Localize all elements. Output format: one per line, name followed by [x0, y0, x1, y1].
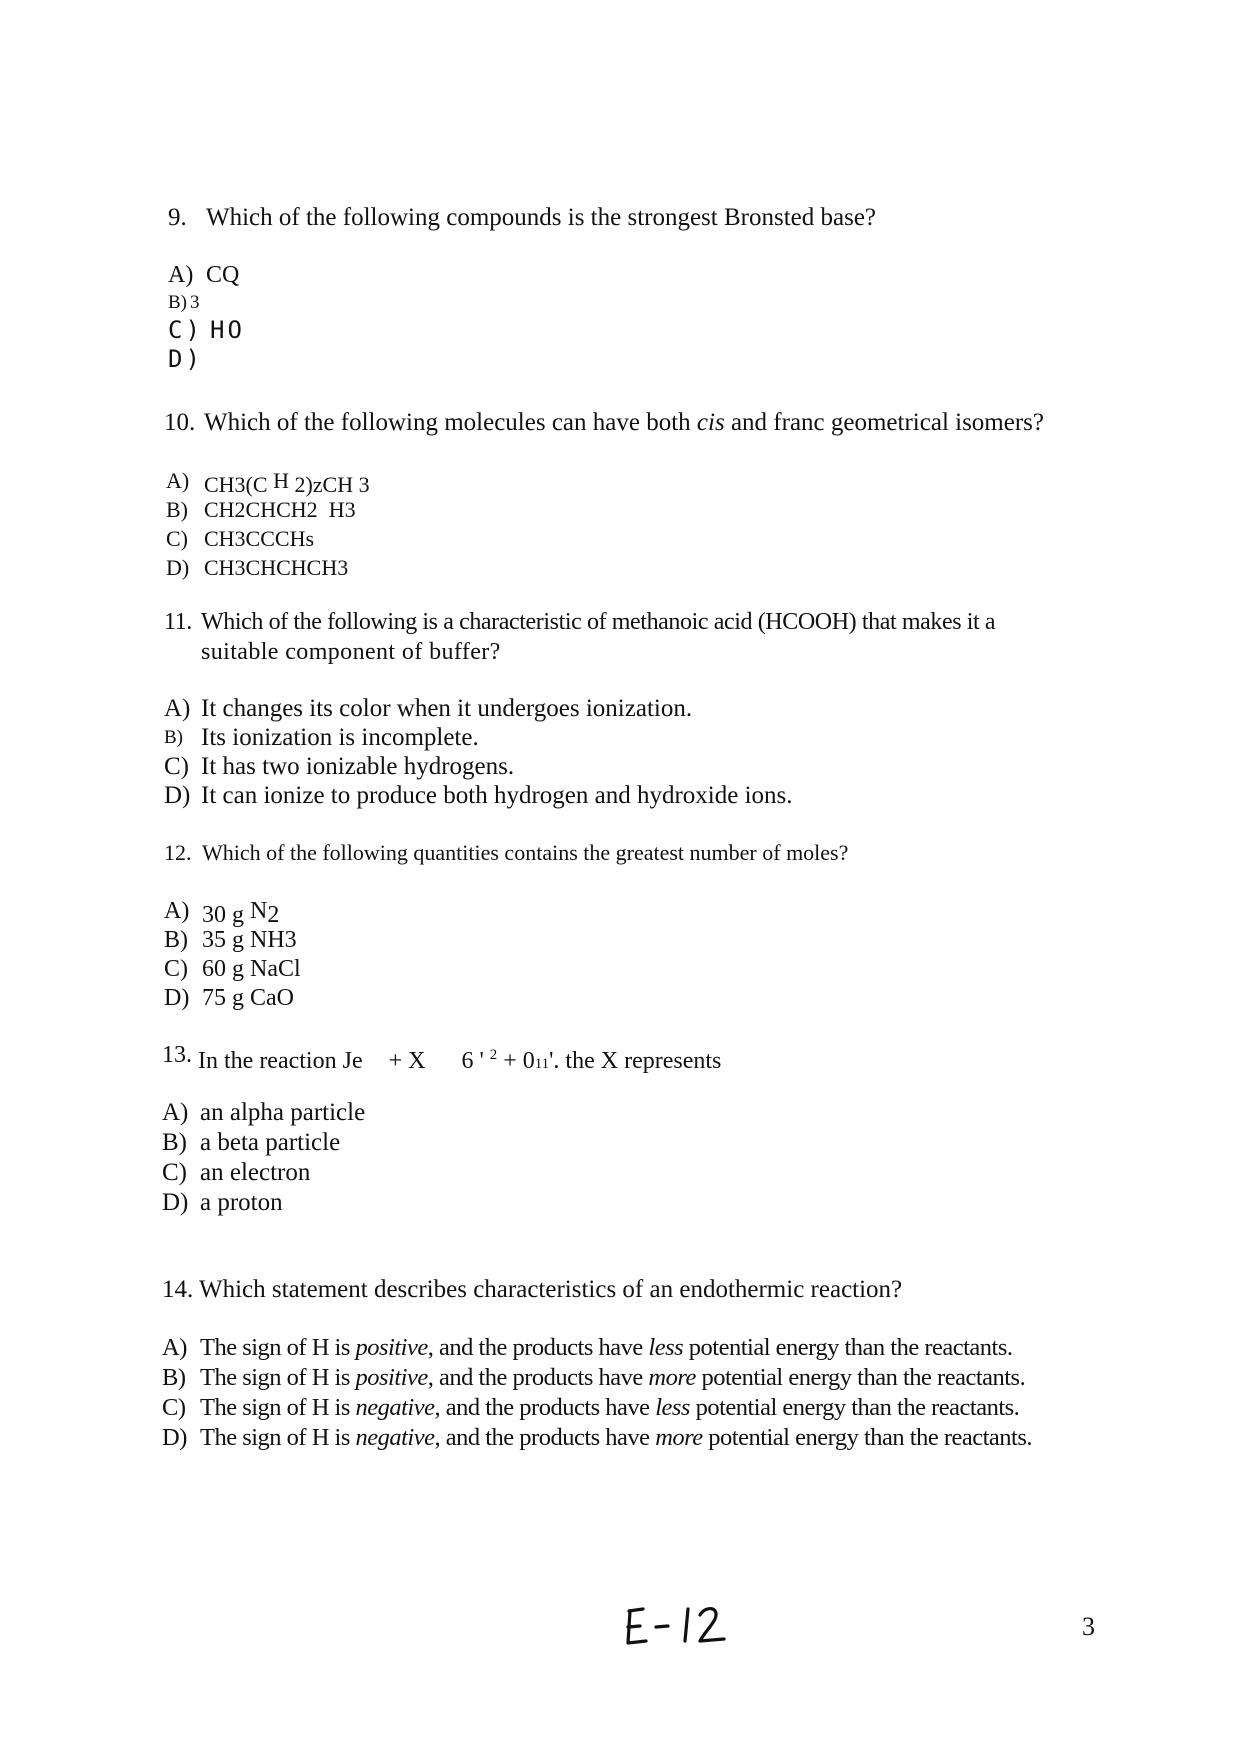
question-11-text: Which of the following is a characteristic of methanoic acid (HCOOH) that makes it a suitable component of buffer?	[201, 609, 996, 665]
question-13-options	[162, 1098, 365, 1218]
question-14-text: Which statement describes characteristics of an endothermic reaction?	[199, 1276, 903, 1303]
question-11-stem	[164, 607, 995, 667]
option-11a: A) It changes its color when it undergoes ionization.	[164, 695, 693, 722]
option-12c: C) 60 g NaCl	[164, 956, 301, 982]
page-number: 3	[1082, 1612, 1095, 1641]
question-10-options	[166, 466, 370, 582]
option-13b: B) a beta particle	[162, 1129, 341, 1156]
question-14	[162, 1275, 902, 1305]
question-11-number: 11.	[164, 609, 192, 635]
option-14d: D) The sign of H is negative, and the products have more potential energy than the reactants.	[162, 1424, 1032, 1451]
question-12-options	[164, 897, 301, 1013]
question-12	[164, 838, 848, 868]
question-14-number: 14.	[162, 1276, 194, 1303]
option-12d: D) 75 g CaO	[164, 985, 294, 1011]
option-14b: B) The sign of H is positive, and the products have more potential energy than the reactants.	[162, 1364, 1026, 1391]
option-12a: A) 30 g $^N$2	[164, 898, 280, 928]
option-9d: D)	[168, 345, 203, 373]
option-10d: D) CH3CHCHCH3	[166, 555, 349, 580]
question-13	[162, 1040, 721, 1079]
option-13c: C) an electron	[162, 1159, 311, 1186]
question-13-text: In the reaction Je + X 6 ' $^2$ + 011'. the X represents	[198, 1047, 722, 1074]
option-13d: D) a proton	[162, 1189, 283, 1216]
question-11	[164, 607, 995, 667]
question-10-text: Which of the following molecules can have both cis and franc geometrical isomers?	[204, 409, 1045, 436]
question-12-number: 12.	[164, 840, 192, 865]
option-12b: B) 35 g NH3	[164, 927, 297, 953]
question-14-stem	[162, 1275, 902, 1305]
question-10	[164, 408, 1044, 438]
option-14a: A) The sign of H is positive, and the products have less potential energy than the reactants.	[162, 1334, 1013, 1361]
option-11d: D) It can ionize to produce both hydrogen and hydroxide ions.	[164, 782, 793, 809]
question-13-stem	[162, 1040, 721, 1079]
question-9-options	[168, 261, 245, 374]
question-12-text: Which of the following quantities contains the greatest number of moles?	[202, 840, 849, 865]
question-9-text: Which of the following compounds is the strongest Bronsted base?	[206, 204, 877, 231]
question-13-number: 13.	[162, 1042, 192, 1068]
question-9-number: 9.	[168, 204, 187, 231]
question-11-options	[164, 694, 793, 810]
question-14-options	[162, 1333, 1032, 1453]
option-9a: A) CQ	[168, 262, 240, 288]
question-9	[168, 203, 876, 233]
option-11c: C) It has two ionizable hydrogens.	[164, 753, 515, 780]
question-9-stem	[168, 203, 876, 233]
option-13a: A) an alpha particle	[162, 1099, 366, 1126]
option-10c: C) CH3CCCHs	[166, 526, 315, 551]
handwritten-code-drawing	[624, 1601, 744, 1657]
option-9b: B) 3	[168, 292, 200, 313]
option-14c: C) The sign of H is negative, and the products have less potential energy than the reactants.	[162, 1394, 1020, 1421]
handwritten-page-code	[624, 1601, 744, 1662]
option-10b: B) CH2CHCH2 H3	[166, 497, 356, 522]
option-9c: C) HO	[168, 316, 245, 344]
option-10a: A) CH3(C $^H$ 2)zCH 3	[166, 468, 370, 497]
option-11b: B) Its ionization is incomplete.	[164, 724, 479, 751]
question-12-stem	[164, 838, 848, 868]
question-10-stem	[164, 408, 1044, 438]
question-10-number: 10.	[164, 409, 196, 436]
